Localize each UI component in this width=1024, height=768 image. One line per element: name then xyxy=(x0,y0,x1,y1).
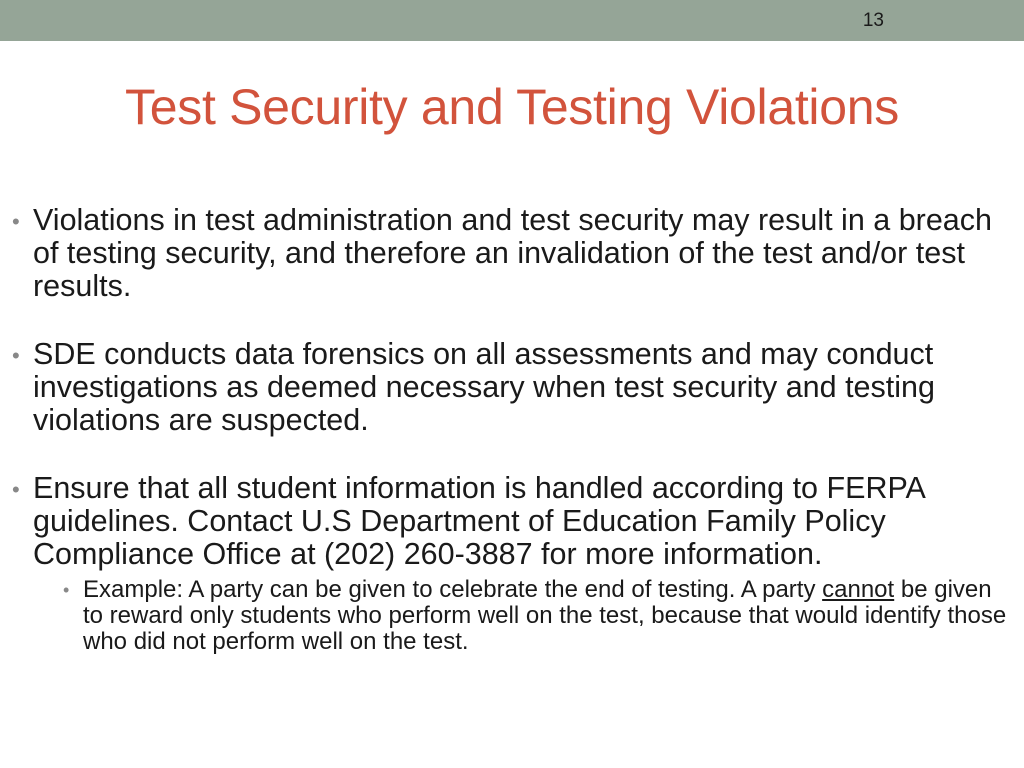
bullet-marker-icon: • xyxy=(12,477,20,502)
sub-bullet-underlined-text: cannot xyxy=(822,576,895,603)
bullet-text: Violations in test administration and test security may result in a breach of testing security, and therefore an invalidation of the test and/or test results. xyxy=(33,203,992,303)
bullet-marker-icon: • xyxy=(12,209,20,234)
bullet-item xyxy=(12,204,1012,303)
sub-bullet-text-before: Example: A party can be given to celebrate the end of testing. A party xyxy=(83,576,823,603)
bullet-text: SDE conducts data forensics on all assessments and may conduct investigations as deemed necessary when test security and testing violations are suspected. xyxy=(33,337,935,437)
sub-bullet-text-after: be given to reward only students who perform well on the test, because that would identify those who did not perform well on the test. xyxy=(83,576,1007,655)
slide-number: 13 xyxy=(862,10,884,31)
bullet-marker-icon: • xyxy=(12,343,20,368)
bullet-item xyxy=(12,472,1012,655)
bullet-list xyxy=(12,204,1012,655)
bullet-item xyxy=(12,338,1012,437)
sub-bullet-marker-icon: • xyxy=(63,580,70,600)
slide-title: Test Security and Testing Violations xyxy=(125,79,899,135)
bullet-text: Ensure that all student information is handled according to FERPA guidelines. Contact U.S Department of Education Family Policy Compliance Office at (202) 260-3887 for more information. xyxy=(33,471,925,571)
sub-bullet-item xyxy=(33,577,1012,655)
